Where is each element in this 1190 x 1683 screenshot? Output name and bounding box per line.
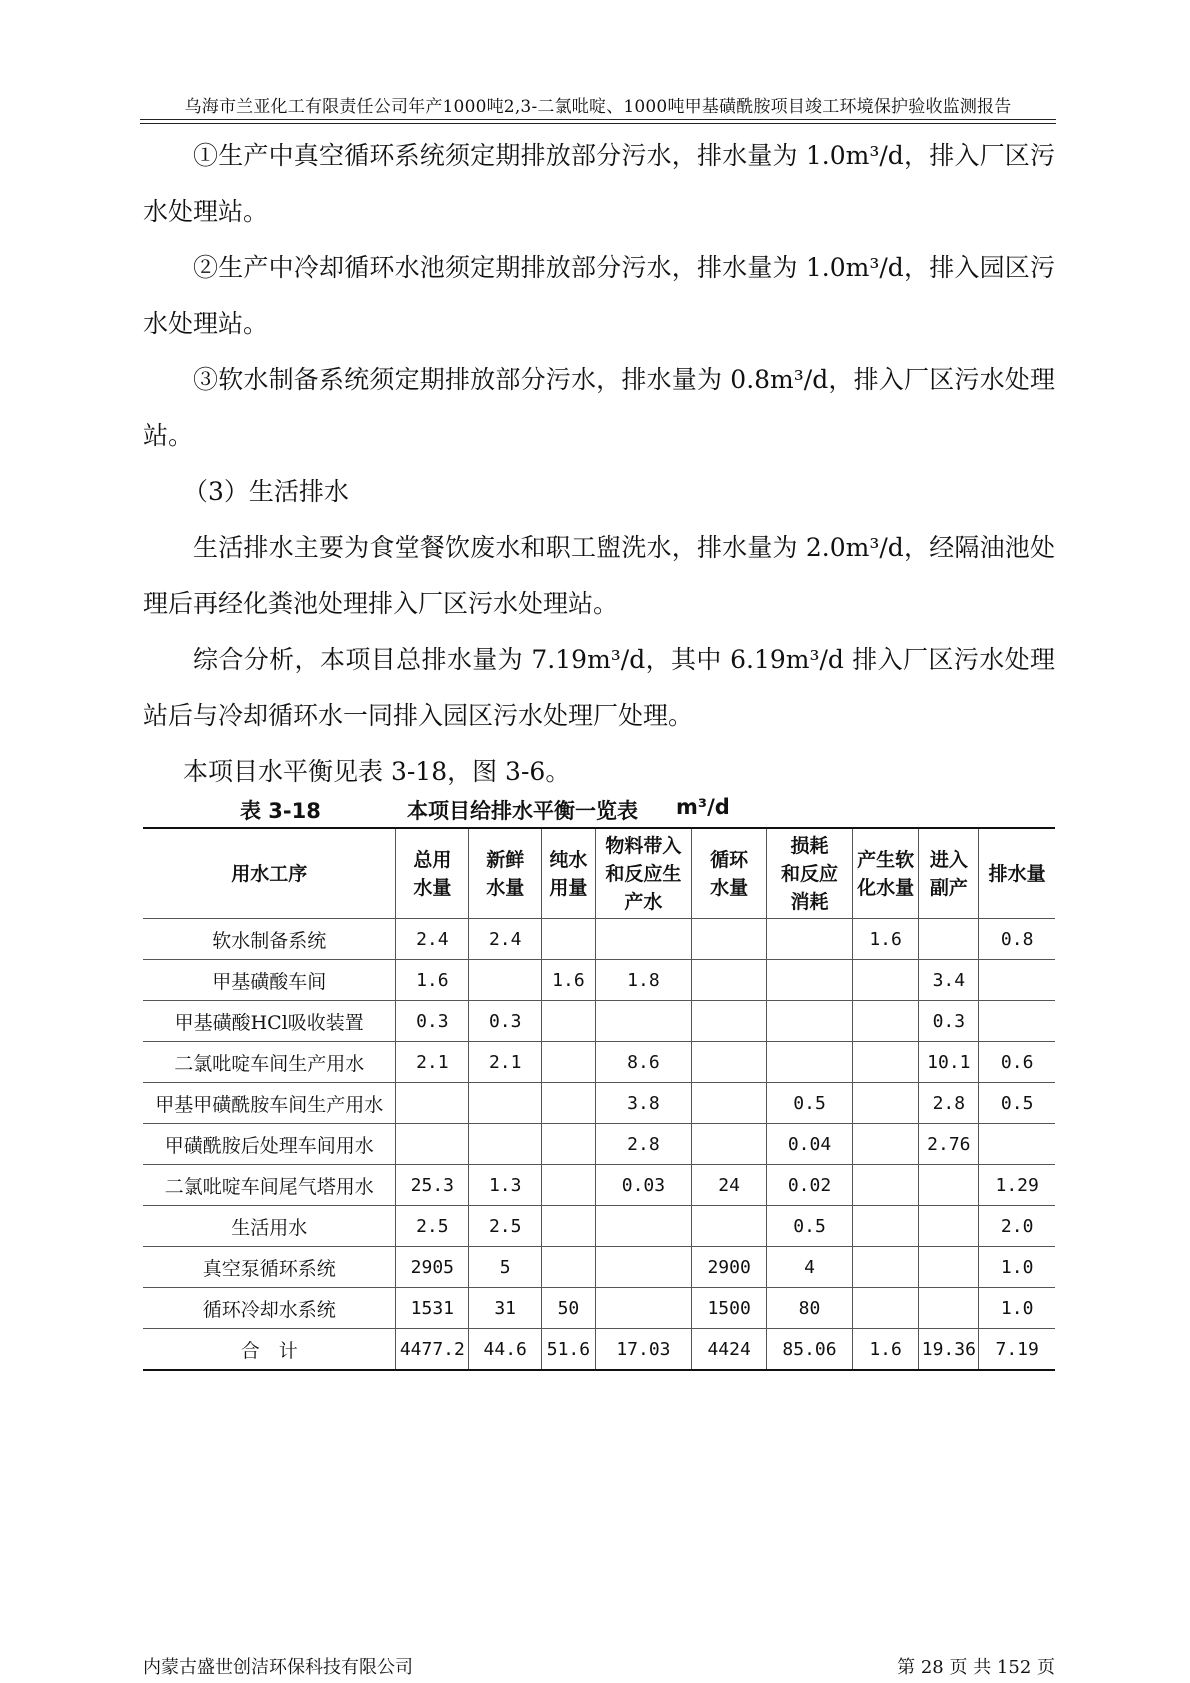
table-value-cell: [919, 1165, 979, 1206]
table-header-cell: 排水量: [979, 828, 1055, 919]
table-value-cell: [542, 1165, 596, 1206]
table-value-cell: 3.8: [595, 1083, 691, 1124]
table-process-cell: 二氯吡啶车间生产用水: [143, 1042, 396, 1083]
table-value-cell: 50: [542, 1288, 596, 1329]
header-rule: [140, 119, 1056, 120]
report-header: 乌海市兰亚化工有限责任公司年产1000吨2,3-二氯吡啶、1000吨甲基磺酰胺项目竣工环境保护验收监测报告: [184, 97, 1012, 117]
table-value-cell: 1.29: [979, 1165, 1055, 1206]
table-header-cell: 物料带入 和反应生 产水: [595, 828, 691, 919]
table-value-cell: 2.5: [469, 1206, 542, 1247]
table-value-cell: [396, 1083, 469, 1124]
table-value-cell: 19.36: [919, 1329, 979, 1371]
table-header-cell: 纯水 用量: [542, 828, 596, 919]
table-value-cell: [767, 1001, 853, 1042]
table-value-cell: [852, 1247, 918, 1288]
table-value-cell: 2.4: [469, 919, 542, 960]
table-row: [143, 1247, 1055, 1288]
footer-page-number: 第 28 页 共 152 页: [897, 1657, 1055, 1678]
table-process-cell: 软水制备系统: [143, 919, 396, 960]
table-value-cell: 1.3: [469, 1165, 542, 1206]
table-row: [143, 1165, 1055, 1206]
table-value-cell: [469, 1124, 542, 1165]
table-value-cell: [692, 1001, 767, 1042]
footer-company: 内蒙古盛世创洁环保科技有限公司: [143, 1657, 413, 1678]
table-value-cell: [979, 1001, 1055, 1042]
table-row: [143, 1124, 1055, 1165]
paragraph-summary: 综合分析，本项目总排水量为 7.19m³/d，其中 6.19m³/d 排入厂区污水处理站后与冷却循环水一同排入园区污水处理厂处理。: [143, 645, 1055, 730]
table-value-cell: [469, 960, 542, 1001]
table-header-cell: 损耗 和反应 消耗: [767, 828, 853, 919]
table-value-cell: 1.0: [979, 1247, 1055, 1288]
table-value-cell: [692, 919, 767, 960]
water-balance-table: [143, 827, 1055, 1371]
table-value-cell: 0.5: [767, 1083, 853, 1124]
table-value-cell: [542, 1042, 596, 1083]
table-header-cell: 用水工序: [143, 828, 396, 919]
table-process-cell: 甲基磺酸HCl吸收装置: [143, 1001, 396, 1042]
table-value-cell: 0.3: [469, 1001, 542, 1042]
table-value-cell: [919, 919, 979, 960]
table-body: [143, 919, 1055, 1371]
table-value-cell: [692, 1042, 767, 1083]
table-title: 本项目给排水平衡一览表: [407, 799, 638, 823]
table-value-cell: [542, 1124, 596, 1165]
table-value-cell: [852, 1083, 918, 1124]
table-row: [143, 1288, 1055, 1329]
table-process-cell: 甲磺酰胺后处理车间用水: [143, 1124, 396, 1165]
table-value-cell: 0.5: [979, 1083, 1055, 1124]
table-process-cell: 循环冷却水系统: [143, 1288, 396, 1329]
table-value-cell: [692, 960, 767, 1001]
table-value-cell: 1531: [396, 1288, 469, 1329]
table-value-cell: [919, 1247, 979, 1288]
table-value-cell: [919, 1206, 979, 1247]
table-value-cell: [595, 1247, 691, 1288]
table-row: [143, 960, 1055, 1001]
table-number: 表 3-18: [240, 799, 321, 823]
table-value-cell: 2.76: [919, 1124, 979, 1165]
table-value-cell: [852, 1165, 918, 1206]
table-row: [143, 1206, 1055, 1247]
table-value-cell: 0.3: [396, 1001, 469, 1042]
table-value-cell: 51.6: [542, 1329, 596, 1371]
table-row: [143, 1042, 1055, 1083]
table-value-cell: 0.3: [919, 1001, 979, 1042]
table-header-cell: 循环 水量: [692, 828, 767, 919]
table-value-cell: 4424: [692, 1329, 767, 1371]
table-value-cell: 4: [767, 1247, 853, 1288]
table-value-cell: [469, 1083, 542, 1124]
table-value-cell: 0.02: [767, 1165, 853, 1206]
table-value-cell: 80: [767, 1288, 853, 1329]
table-value-cell: [852, 1288, 918, 1329]
table-value-cell: [692, 1083, 767, 1124]
paragraph-domestic-discharge: 生活排水主要为食堂餐饮废水和职工盥洗水，排水量为 2.0m³/d，经隔油池处理后再经化粪池处理排入厂区污水处理站。: [143, 533, 1055, 618]
paragraph-cooling-discharge: ②生产中冷却循环水池须定期排放部分污水，排水量为 1.0m³/d，排入园区污水处理站。: [143, 253, 1055, 338]
table-value-cell: [542, 1001, 596, 1042]
table-value-cell: 0.6: [979, 1042, 1055, 1083]
table-value-cell: 2.5: [396, 1206, 469, 1247]
table-row: [143, 1083, 1055, 1124]
table-value-cell: [692, 1124, 767, 1165]
table-value-cell: [767, 919, 853, 960]
table-value-cell: 2905: [396, 1247, 469, 1288]
table-process-cell: 真空泵循环系统: [143, 1247, 396, 1288]
table-value-cell: [852, 1001, 918, 1042]
table-header-cell: 进入 副产: [919, 828, 979, 919]
table-value-cell: 2.1: [469, 1042, 542, 1083]
table-value-cell: 44.6: [469, 1329, 542, 1371]
table-process-cell: 甲基甲磺酰胺车间生产用水: [143, 1083, 396, 1124]
table-value-cell: 2.4: [396, 919, 469, 960]
table-value-cell: [396, 1124, 469, 1165]
table-value-cell: [919, 1288, 979, 1329]
table-header-row: [143, 828, 1055, 919]
table-value-cell: 25.3: [396, 1165, 469, 1206]
table-value-cell: 2.1: [396, 1042, 469, 1083]
table-value-cell: 8.6: [595, 1042, 691, 1083]
table-value-cell: 5: [469, 1247, 542, 1288]
table-value-cell: [767, 960, 853, 1001]
paragraph-softwater-discharge: ③软水制备系统须定期排放部分污水，排水量为 0.8m³/d，排入厂区污水处理站。: [143, 365, 1055, 450]
table-value-cell: 2.0: [979, 1206, 1055, 1247]
table-value-cell: 17.03: [595, 1329, 691, 1371]
table-value-cell: 2.8: [595, 1124, 691, 1165]
table-value-cell: [595, 1001, 691, 1042]
table-value-cell: 1.6: [396, 960, 469, 1001]
table-caption: [240, 795, 940, 825]
table-value-cell: [979, 960, 1055, 1001]
table-value-cell: [692, 1206, 767, 1247]
table-value-cell: 0.03: [595, 1165, 691, 1206]
table-value-cell: 7.19: [979, 1329, 1055, 1371]
table-value-cell: 0.5: [767, 1206, 853, 1247]
table-row: [143, 1001, 1055, 1042]
paragraph-vacuum-discharge: ①生产中真空循环系统须定期排放部分污水，排水量为 1.0m³/d，排入厂区污水处理站。: [143, 141, 1055, 226]
table-value-cell: [542, 919, 596, 960]
table-value-cell: [852, 1206, 918, 1247]
table-header-cell: 总用 水量: [396, 828, 469, 919]
table-value-cell: 2.8: [919, 1083, 979, 1124]
table-value-cell: [595, 919, 691, 960]
table-value-cell: [852, 960, 918, 1001]
table-process-cell: 合 计: [143, 1329, 396, 1371]
table-value-cell: 1.0: [979, 1288, 1055, 1329]
table-value-cell: [542, 1206, 596, 1247]
body-text: [143, 128, 1055, 800]
table-value-cell: [542, 1247, 596, 1288]
table-value-cell: 0.8: [979, 919, 1055, 960]
section-heading-domestic: （3）生活排水: [183, 477, 349, 506]
table-value-cell: 31: [469, 1288, 542, 1329]
table-process-cell: 二氯吡啶车间尾气塔用水: [143, 1165, 396, 1206]
table-value-cell: [767, 1042, 853, 1083]
table-value-cell: [595, 1206, 691, 1247]
table-header-cell: 新鲜 水量: [469, 828, 542, 919]
table-value-cell: 10.1: [919, 1042, 979, 1083]
table-value-cell: [852, 1042, 918, 1083]
table-value-cell: 4477.2: [396, 1329, 469, 1371]
table-row: [143, 1329, 1055, 1371]
table-value-cell: 0.04: [767, 1124, 853, 1165]
table-value-cell: 1500: [692, 1288, 767, 1329]
table-value-cell: [852, 1124, 918, 1165]
table-value-cell: 85.06: [767, 1329, 853, 1371]
table-header-cell: 产生软 化水量: [852, 828, 918, 919]
table-value-cell: 1.6: [852, 919, 918, 960]
table-value-cell: 2900: [692, 1247, 767, 1288]
table-value-cell: 1.6: [542, 960, 596, 1001]
table-value-cell: [542, 1083, 596, 1124]
table-unit: m³/d: [676, 795, 730, 819]
table-value-cell: 24: [692, 1165, 767, 1206]
table-row: [143, 919, 1055, 960]
paragraph-table-reference: 本项目水平衡见表 3-18，图 3-6。: [183, 757, 571, 786]
table-value-cell: 1.8: [595, 960, 691, 1001]
header-rule-thin: [140, 123, 1056, 124]
table-value-cell: [595, 1288, 691, 1329]
table-value-cell: [979, 1124, 1055, 1165]
table-value-cell: 3.4: [919, 960, 979, 1001]
table-process-cell: 生活用水: [143, 1206, 396, 1247]
table-process-cell: 甲基磺酸车间: [143, 960, 396, 1001]
table-value-cell: 1.6: [852, 1329, 918, 1371]
